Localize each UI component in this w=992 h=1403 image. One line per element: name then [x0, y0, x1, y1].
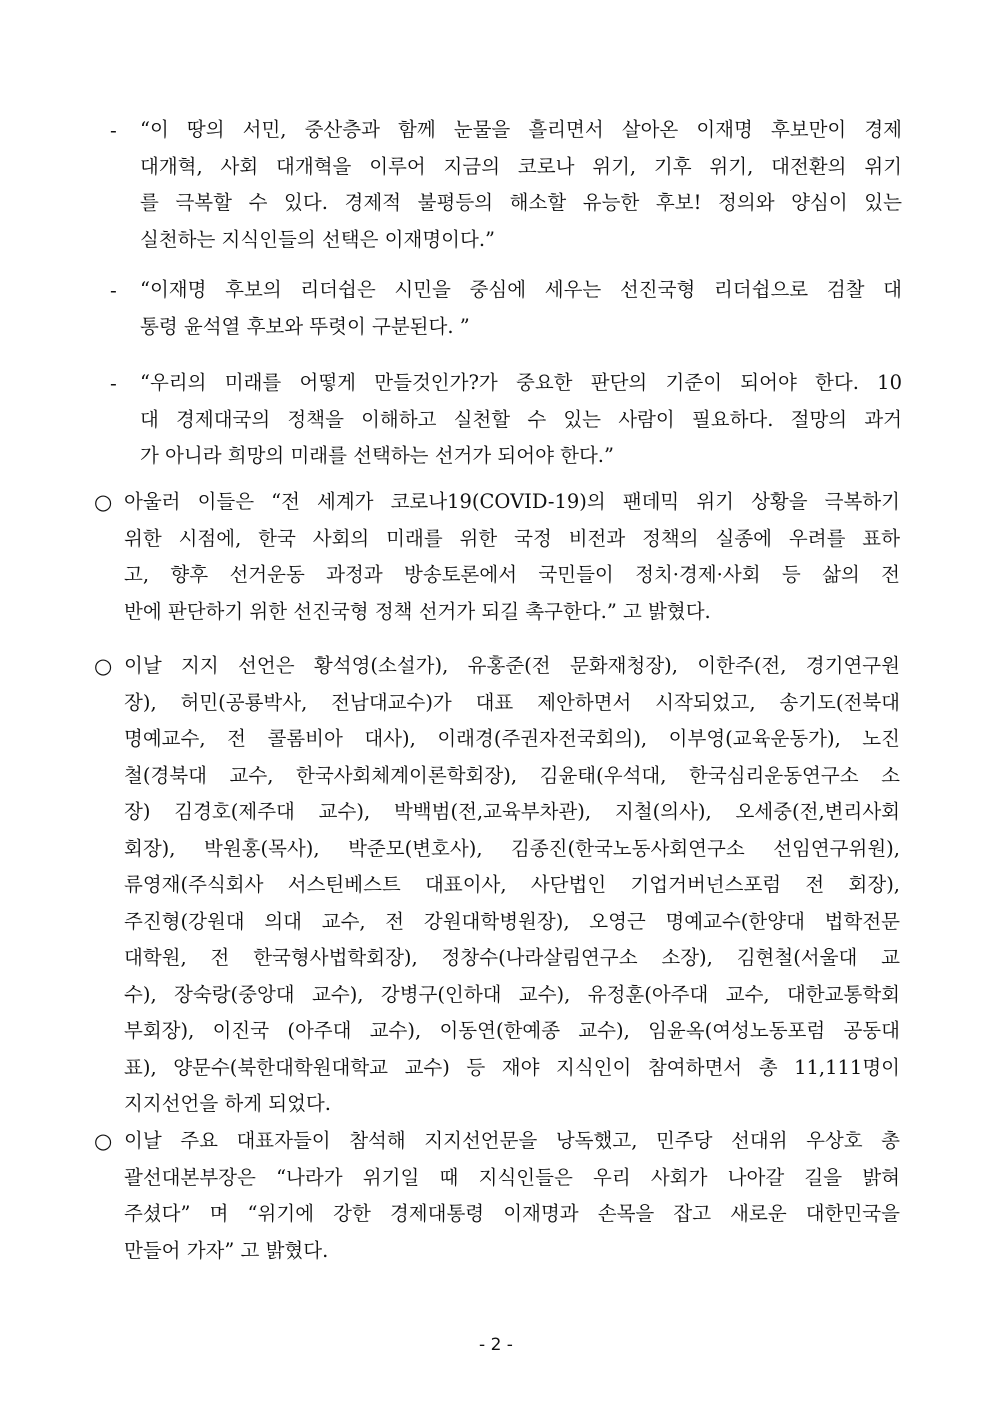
text-line: 대 경제대국의 정책을 이해하고 실천할 수 있는 사람이 필요하다. 절망의 과거	[140, 407, 902, 431]
text-line: 대개혁, 사회 대개혁을 이루어 지금의 코로나 위기, 기후 위기, 대전환의 위기	[140, 154, 902, 178]
quote-text	[140, 272, 902, 345]
text-line: 이날 주요 대표자들이 참석해 지지선언문을 낭독했고, 민주당 선대위 우상호 총	[124, 1129, 900, 1152]
page-number: - 2 -	[479, 1335, 513, 1355]
text-line: 주셨다” 며 “위기에 강한 경제대통령 이재명과 손목을 잡고 새로운 대한민국을	[124, 1202, 900, 1225]
text-line: 표), 양문수(북한대학원대학교 교수) 등 재야 지식인이 참여하면서 총 11,111명이	[124, 1055, 900, 1079]
quote-text	[140, 365, 902, 475]
text-line: 반에 판단하기 위한 선진국형 정책 선거가 되길 촉구한다.” 고 밝혔다.	[124, 599, 711, 623]
text-line: 통령 윤석열 후보와 뚜렷이 구분된다. ”	[140, 314, 470, 338]
text-line: 만들어 가자” 고 밝혔다.	[124, 1238, 329, 1262]
text-line: “이재명 후보의 리더쉽은 시민을 중심에 세우는 선진국형 리더쉽으로 검찰 대	[140, 278, 902, 301]
text-line: 류영재(주식회사 서스틴베스트 대표이사, 사단법인 기업거버넌스포럼 전 회장),	[124, 873, 900, 896]
text-line: “이 땅의 서민, 중산층과 함께 눈물을 흘리면서 살아온 이재명 후보만이 경제	[140, 118, 902, 141]
text-line: 장), 허민(공룡박사, 전남대교수)가 대표 제안하면서 시작되었고, 송기도(전북대	[124, 690, 900, 714]
circle-bullet: ○	[94, 1129, 113, 1153]
dash-bullet: -	[110, 278, 117, 302]
text-line: 괄선대본부장은 “나라가 위기일 때 지식인들은 우리 사회가 나아갈 길을 밝혀	[124, 1165, 900, 1189]
paragraph-text	[124, 484, 900, 630]
text-line: 회장), 박원홍(목사), 박준모(변호사), 김종진(한국노동사회연구소 선임연구위원),	[124, 836, 900, 860]
text-line: 실천하는 지식인들의 선택은 이재명이다.”	[140, 227, 495, 251]
text-line: 아울러 이들은 “전 세계가 코로나19(COVID-19)의 팬데믹 위기 상황을 극복하기	[124, 490, 900, 513]
text-line: 부회장), 이진국 (아주대 교수), 이동연(한예종 교수), 임윤옥(여성노동포럼 공동대	[124, 1019, 900, 1042]
text-line: 주진형(강원대 의대 교수, 전 강원대학병원장), 오영근 명예교수(한양대 법학전문	[124, 909, 900, 933]
dash-bullet: -	[110, 371, 117, 395]
quote-text	[140, 112, 902, 258]
dash-bullet: -	[110, 118, 117, 142]
text-line: 철(경북대 교수, 한국사회체계이론학회장), 김윤태(우석대, 한국심리운동연구소 소	[124, 763, 900, 787]
text-line: 고, 향후 선거운동 과정과 방송토론에서 국민들이 정치·경제·사회 등 삶의 전	[124, 563, 900, 586]
text-line: 장) 김경호(제주대 교수), 박백범(전,교육부차관), 지철(의사), 오세중(전,변리사회	[124, 800, 900, 823]
text-line: 지지선언을 하게 되었다.	[124, 1092, 331, 1115]
text-line: “우리의 미래를 어떻게 만들것인가?가 중요한 판단의 기준이 되어야 한다. 10	[140, 371, 902, 394]
circle-bullet: ○	[94, 490, 113, 514]
text-line: 대학원, 전 한국형사법학회장), 정창수(나라살림연구소 소장), 김현철(서울대 교	[124, 946, 900, 969]
paragraph-text	[124, 1123, 900, 1269]
text-line: 가 아니라 희망의 미래를 선택하는 선거가 되어야 한다.”	[140, 444, 614, 467]
paragraph-text	[124, 648, 900, 1123]
text-line: 명예교수, 전 콜롬비아 대사), 이래경(주권자전국회의), 이부영(교육운동가), 노진	[124, 727, 900, 750]
text-line: 수), 장숙랑(중앙대 교수), 강병구(인하대 교수), 유정훈(아주대 교수, 대한교통학회	[124, 982, 900, 1006]
circle-bullet: ○	[94, 654, 113, 678]
text-line: 이날 지지 선언은 황석영(소설가), 유홍준(전 문화재청장), 이한주(전, 경기연구원	[124, 654, 900, 677]
text-line: 를 극복할 수 있다. 경제적 불평등의 해소할 유능한 후보! 정의와 양심이 있는	[140, 191, 902, 214]
text-line: 위한 시점에, 한국 사회의 미래를 위한 국정 비전과 정책의 실종에 우려를 표하	[124, 526, 900, 550]
